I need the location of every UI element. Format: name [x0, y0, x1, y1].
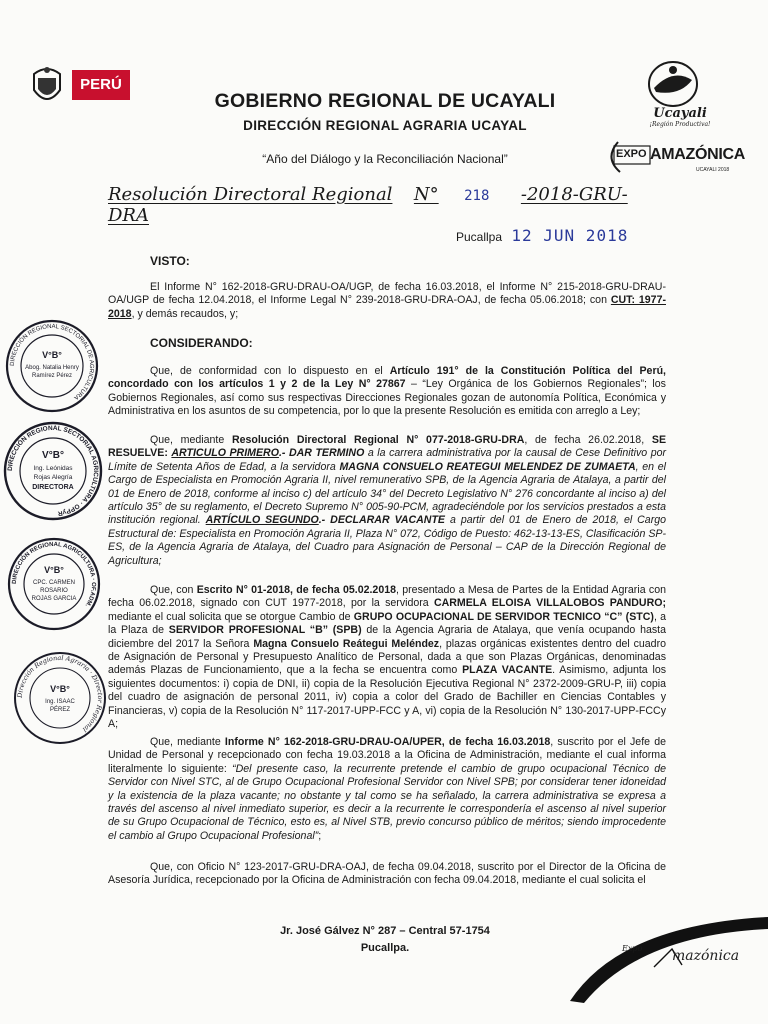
coat-of-arms-icon [28, 66, 66, 110]
paragraph-legal-basis: Que, de conformidad con lo dispuesto en el Artículo 191° de la Constitución Política del Perú, concordado con los artículos 1 y 2 de la Ley N° 27867 – “Ley Orgánica de los Gobiernos Regionales”; los Gobiernos Regionales, así como sus respectivas Direcciones Regionales gozan de autonomía Política, Económica y Administrativa en los asuntos de su competencia, por lo que la presente Resolución es emitida con arreglo a Ley; [108, 365, 666, 418]
seal-name-2: PÉREZ [49, 707, 71, 713]
seal-name-1: Ing. Leónidas [33, 465, 73, 472]
seal-name-1: Abog. Natalia Henry [25, 365, 79, 371]
peru-brand-label: PERÚ [72, 70, 130, 100]
approval-seal-administration [6, 536, 102, 632]
approval-seal-director [2, 420, 104, 522]
approval-seal-regional-director [12, 650, 108, 746]
considerando-heading: CONSIDERANDO: [150, 336, 253, 350]
year-motto: “Año del Diálogo y la Reconciliación Nacional” [262, 152, 508, 166]
ucayali-logo-text: Ucayali [653, 106, 707, 121]
seal-name-3: ROJAS GARCIA [31, 596, 77, 602]
resolution-number-prefix: N° [413, 184, 439, 205]
footer-city: Pucallpa. [360, 942, 410, 954]
place-label: Pucallpa [456, 230, 503, 244]
resolution-number: 218 [464, 188, 490, 204]
visto-paragraph: El Informe N° 162-2018-GRU-DRAU-OA/UGP, de fecha 16.03.2018, el Informe N° 215-2018-GRU-DRAU-OA/UGP de fecha 12.04.2018, el Informe Legal N° 239-2018-GRU-DRA-OAJ, de fecha 05.06.2018; con CUT: 1977-2018, y demás recaudos, y; [108, 281, 666, 320]
place-and-date [456, 226, 628, 245]
seal-name-1: Ing. ISAAC [45, 699, 75, 705]
approval-seal-legal [4, 318, 100, 414]
seal-ring-text: DIRECCIÓN REGIONAL SECTORIAL DE AGRICULTURA [9, 323, 95, 401]
ucayali-logo-subtext: ¡Región Productiva! [649, 121, 711, 128]
directorate-title: DIRECCIÓN REGIONAL AGRARIA UCAYAL [243, 118, 527, 133]
seal-name-2: Ramírez Pérez [31, 373, 73, 379]
seal-vb: V°B° [50, 684, 70, 694]
seal-ring-text: DIRECCIÓN REGIONAL SECTORIAL AGRICULTURA · OPPyR [6, 424, 100, 517]
seal-ring-text: DIRECCIÓN REGIONAL AGRICULTURA · OF.ADM. [11, 541, 97, 608]
paragraph-prior-resolution: Que, mediante Resolución Directoral Regional N° 077-2018-GRU-DRA, de fecha 26.02.2018, SE RESUELVE: ARTICULO PRIMERO.- DAR TERMINO a la carrera administrativa por la causal de Cese Definitivo por Límite de Setenta Años de Edad, a la servidora MAGNA CONSUELO REATEGUI MELENDEZ DE ZUMAETA, en el Cargo de Especialista en Promoción Agraria II, nivel remunerativo SPB, de la Agencia Agraria de Atalaya, a partir del 01 de Enero de 2018, conforme al inciso c) del artículo 34° del Decreto Legislativo N° 276 concordante al inciso a) del artículo 35° de su reglamento, el Decreto Supremo N° 005-90-PCM, agradeciéndole por los servicios prestados a esta institución regional. ARTÍCULO SEGUNDO.- DECLARAR VACANTE a partir del 01 de Enero de 2018, el Cargo Estructural de: Especialista en Promoción Agraria II, Plaza N° 072, Código de Puesto: 462-13-13-ES, Clasificación SP-ES, de la Agencia Agraria de Atalaya, del Cuadro para Asignación de Personal – CAP de la Dirección Regional de Agricultura; [108, 434, 667, 567]
seal-name-2: ROSARIO [40, 588, 68, 594]
expo-logo-text-1: EXPO [616, 148, 647, 160]
ucayali-logo-icon [642, 58, 704, 110]
resolution-title [108, 184, 648, 226]
seal-vb: V°B° [44, 565, 64, 575]
swoosh-expo-text: Expo [622, 944, 643, 953]
date-stamp: 12 JUN 2018 [511, 226, 629, 245]
expo-logo-text-2: AMAZÓNICA [650, 146, 746, 163]
expo-logo-text-3: UCAYALI 2018 [696, 167, 730, 173]
seal-ring-text: Dirección Regional Agraria · Director Regional [15, 653, 105, 734]
paragraph-personnel-report: Que, mediante Informe N° 162-2018-GRU-DRAU-OA/UPER, de fecha 16.03.2018, suscrito por el Jefe de Unidad de Personal y recepcionado con fecha 19.03.2018 a la Oficina de Administración, mediante el cual informa literalmente lo siguiente: “Del presente caso, la recurrente pretende el cambio de grupo ocupacional Técnico de Servidor con Nivel STC, al de Grupo Ocupacional Profesional Servidor con Nivel SPB; por considerar tener idoneidad y la existencia de la plaza vacante; no obstante y tal como se ha señalado, la carrera administrativa se expresa a través del ascenso al nivel inmediato superior, es decir a la recurrente le correspondería el ascenso al nivel superior de su Grupo Ocupacional de Técnico, esto es, al Nivel STB, previo concurso público de méritos; siendo improcedente el cambio al Grupo Ocupacional Profesional”; [108, 736, 666, 842]
visto-heading: VISTO: [150, 254, 190, 268]
seal-vb: V°B° [42, 350, 62, 360]
paragraph-legal-office: Que, con Oficio N° 123-2017-GRU-DRA-OAJ, de fecha 09.04.2018, suscrito por el Director de la Oficina de Asesoría Jurídica, recepcionado por la Oficina de Administración con fecha 09.04.2018, mediante el cual solicita el [108, 861, 666, 887]
swoosh-logo-text: mazónica [672, 948, 740, 964]
footer-address: Jr. José Gálvez N° 287 – Central 57-1754 [280, 925, 490, 937]
resolution-title-text: Resolución Directoral Regional [108, 184, 393, 205]
government-title: GOBIERNO REGIONAL DE UCAYALI [214, 90, 556, 112]
seal-name-1: CPC. CARMEN [32, 580, 76, 586]
resolution-suffix: -2018-GRU-DRA [108, 184, 628, 226]
paragraph-request: Que, con Escrito N° 01-2018, de fecha 05.02.2018, presentado a Mesa de Partes de la Entidad Agraria con fecha 06.02.2018, signado con CUT 1977-2018, por la servidora CARMELA ELOISA VILLALOBOS PANDURO; mediante el cual solicita que se otorgue Cambio de GRUPO OCUPACIONAL DE SERVIDOR TECNICO “C” (STC), a la Plaza de SERVIDOR PROFESIONAL “B” (SPB) de la Agencia Agraria de Atalaya, que venía ocupando hasta diciembre del 2017 la Señora Magna Consuelo Reátegui Meléndez, plazas orgánicas existentes dentro del cuadro de Asignación de Personal y Presupuesto Analítico de Personal, dada a que son Plazas Orgánicas, denominadas además Plazas de Funcionamiento, que a la fecha se encuentra como PLAZA VACANTE. Asimismo, adjunta los siguientes documentos: i) copia de DNI, ii) copia de la Resolución Ejecutiva Regional N° 2372-2009-GRU-P, iii) copia del cuadro de asignación de personal 2011, iv) copia a color del Grado de Bachiller en Ciencias Contables y Financieras, v) copia de la Resolución N° 117-2017-UPP-FCC y A, vi) copia de la Resolución N° 130-2017-UPP-FCCy A; [108, 584, 667, 731]
seal-title: DIRECTORA [32, 484, 74, 491]
seal-vb: V°B° [42, 450, 64, 461]
seal-name-2: Rojas Alegría [33, 474, 73, 481]
